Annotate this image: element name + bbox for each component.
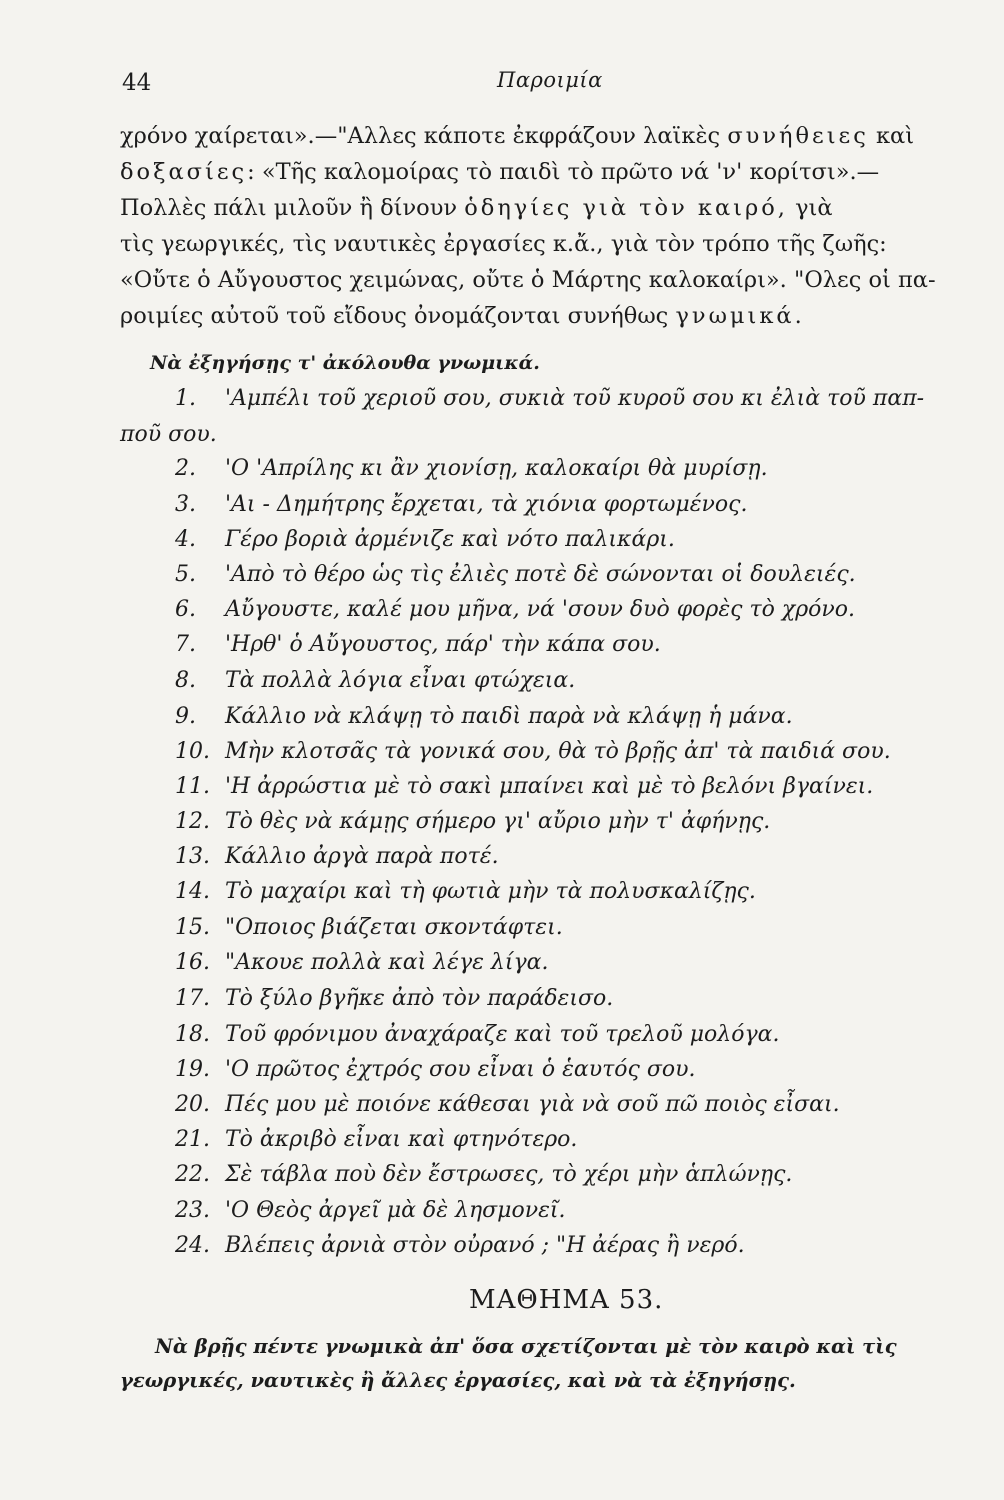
proverb-item xyxy=(120,1233,745,1258)
proverb-number: 23. xyxy=(175,1198,210,1223)
proverb-item xyxy=(120,915,563,940)
proverb-text: Τὸ θὲς νὰ κάμῃς σήμερο γι' αὔριο μὴν τ' ἀφήνῃς. xyxy=(225,809,771,834)
proverb-item xyxy=(120,632,661,657)
intro-line-5: «Οὔτε ὁ Αὔγουστος χειμώνας, οὔτε ὁ Μάρτης καλοκαίρι». "Ολες οἱ πα- xyxy=(120,267,936,293)
proverb-text: Σὲ τάβλα ποὺ δὲν ἔστρωσες, τὸ χέρι μὴν ἁπλώνῃς. xyxy=(225,1162,793,1187)
proverb-text: 'Ηρθ' ὁ Αὔγουστος, πάρ' τὴν κάπα σου. xyxy=(225,632,661,657)
intro-line-4: τὶς γεωργικές, τὶς ναυτικὲς ἐργασίες κ.ἄ., γιὰ τὸν τρόπο τῆς ζωῆς: xyxy=(120,231,887,257)
proverb-number: 4. xyxy=(175,527,196,552)
proverb-number: 5. xyxy=(175,562,196,587)
proverb-item xyxy=(120,1127,577,1152)
intro-text: χρόνο χαίρεται».—"Αλλες κάποτε ἐκφράζουν λαϊκὲς xyxy=(120,123,728,149)
proverb-number: 1. xyxy=(175,386,196,411)
proverb-text: Τὸ μαχαίρι καὶ τὴ φωτιὰ μὴν τὰ πολυσκαλίζῃς. xyxy=(225,879,756,904)
proverb-text: 'Ο πρῶτος ἐχτρός σου εἶναι ὁ ἑαυτός σου. xyxy=(225,1057,696,1082)
proverb-number: 22. xyxy=(175,1162,210,1187)
proverb-text: 'Αι - Δημήτρης ἔρχεται, τὰ χιόνια φορτωμένος. xyxy=(225,492,748,517)
proverb-number: 14. xyxy=(175,879,210,904)
proverb-text: 'Απὸ τὸ θέρο ὡς τὶς ἐλιὲς ποτὲ δὲ σώνονται οἱ δουλειές. xyxy=(225,562,856,587)
proverb-item xyxy=(120,774,873,799)
proverb-text: 'Ο Θεὸς ἀργεῖ μὰ δὲ λησμονεῖ. xyxy=(225,1198,566,1223)
proverb-text: Γέρο βοριὰ ἀρμένιζε καὶ νότο παλικάρι. xyxy=(225,527,675,552)
proverb-item xyxy=(120,809,770,834)
proverb-text: "Ακουε πολλὰ καὶ λέγε λίγα. xyxy=(225,950,549,975)
proverb-item xyxy=(120,1092,840,1117)
proverb-number: 6. xyxy=(175,597,196,622)
proverb-number: 7. xyxy=(175,632,196,657)
spaced-term: ὁδηγίες γιὰ τὸν καιρό, xyxy=(464,195,788,221)
proverb-text: Μὴν κλοτσᾶς τὰ γονικά σου, θὰ τὸ βρῇς ἀπ' τὰ παιδιά σου. xyxy=(225,739,891,764)
proverb-number: 17. xyxy=(175,986,210,1011)
proverb-text: Τὸ ἀκριβὸ εἶναι καὶ φτηνότερο. xyxy=(225,1127,578,1152)
proverb-number: 11. xyxy=(175,774,210,799)
lesson-line-1: Νὰ βρῇς πέντε γνωμικὰ ἀπ' ὅσα σχετίζονται μὲ τὸν καιρὸ καὶ τὶς xyxy=(155,1335,897,1358)
proverb-number: 18. xyxy=(175,1022,210,1047)
proverb-text: Πές μου μὲ ποιόνε κάθεσαι γιὰ νὰ σοῦ πῶ ποιὸς εἶσαι. xyxy=(225,1092,840,1117)
proverb-number: 24. xyxy=(175,1233,210,1258)
intro-text: Πολλὲς πάλι μιλοῦν ἢ δίνουν xyxy=(120,195,465,221)
lesson-instruction xyxy=(120,1330,970,1398)
proverb-item xyxy=(120,527,675,552)
proverb-item xyxy=(120,704,793,729)
intro-text: . xyxy=(794,303,802,329)
proverb-item xyxy=(120,1162,792,1187)
lesson-line-2: γεωργικές, ναυτικὲς ἢ ἄλλες ἐργασίες, καὶ νὰ τὰ ἐξηγήσῃς. xyxy=(120,1369,796,1392)
intro-text: : «Τῆς καλομοίρας τὸ παιδὶ τὸ πρῶτο νά 'ν' κορίτσι».— xyxy=(247,159,880,185)
proverb-item xyxy=(120,1057,696,1082)
proverb-number: 15. xyxy=(175,915,210,940)
proverb-item xyxy=(120,386,925,447)
proverb-number: 9. xyxy=(175,704,196,729)
proverb-item xyxy=(120,950,548,975)
proverb-number: 8. xyxy=(175,668,196,693)
proverb-continuation: ποῦ σου. xyxy=(120,422,217,447)
intro-line-3 xyxy=(120,190,960,226)
proverb-text: Αὔγουστε, καλέ μου μῆνα, νά 'σουν δυὸ φορὲς τὸ χρόνο. xyxy=(225,597,856,622)
proverb-text: Κάλλιο νὰ κλάψῃ τὸ παιδὶ παρὰ νὰ κλάψῃ ἡ μάνα. xyxy=(225,704,793,729)
spaced-term: συνήθειες xyxy=(727,123,869,149)
proverb-text: Κάλλιο ἀργὰ παρὰ ποτέ. xyxy=(225,844,499,869)
intro-text: καὶ xyxy=(868,123,915,149)
proverb-number: 19. xyxy=(175,1057,210,1082)
proverb-text: Βλέπεις ἀρνιὰ στὸν οὐρανό ; "Η ἀέρας ἢ νερό. xyxy=(225,1233,745,1258)
exercise-instruction: Νὰ ἐξηγήσῃς τ' ἀκόλουθα γνωμικά. xyxy=(150,352,540,374)
proverb-number: 16. xyxy=(175,950,210,975)
proverb-text: 'Ο 'Απρίλης κι ἂν χιονίσῃ, καλοκαίρι θὰ μυρίσῃ. xyxy=(225,456,768,481)
proverb-text: Τὸ ξύλο βγῆκε ἀπὸ τὸν παράδεισο. xyxy=(225,986,614,1011)
proverb-text: "Οποιος βιάζεται σκοντάφτει. xyxy=(225,915,563,940)
proverb-text: 'Η ἀρρώστια μὲ τὸ σακὶ μπαίνει καὶ μὲ τὸ βελόνι βγαίνει. xyxy=(225,774,874,799)
proverb-item xyxy=(120,739,891,764)
lesson-title: ΜΑΘΗΜΑ 53. xyxy=(469,1285,664,1315)
proverb-number: 13. xyxy=(175,844,210,869)
proverb-item xyxy=(120,986,613,1011)
intro-paragraph xyxy=(120,118,960,334)
proverb-number: 3. xyxy=(175,492,196,517)
spaced-term: γνωμικά xyxy=(675,303,795,329)
proverb-number: 2. xyxy=(175,456,196,481)
proverb-item xyxy=(120,844,499,869)
running-title: Παροιμία xyxy=(497,68,603,92)
proverb-number: 20. xyxy=(175,1092,210,1117)
spaced-term: δοξασίες xyxy=(120,159,248,185)
proverb-item xyxy=(120,562,856,587)
proverb-text: 'Αμπέλι τοῦ χεριοῦ σου, συκιὰ τοῦ κυροῦ σου κι ἐλιὰ τοῦ παπ- xyxy=(225,386,925,411)
intro-text: γιὰ xyxy=(787,195,833,221)
proverb-number: 12. xyxy=(175,809,210,834)
proverb-item xyxy=(120,879,756,904)
proverb-item xyxy=(120,492,747,517)
proverb-text: Τοῦ φρόνιμου ἀναχάραζε καὶ τοῦ τρελοῦ μολόγα. xyxy=(225,1022,780,1047)
proverb-number: 21. xyxy=(175,1127,210,1152)
page-number: 44 xyxy=(122,70,152,96)
proverb-text: Τὰ πολλὰ λόγια εἶναι φτώχεια. xyxy=(225,668,576,693)
proverb-item xyxy=(120,597,855,622)
proverb-item xyxy=(120,1198,566,1223)
intro-text: ροιμίες αὐτοῦ τοῦ εἴδους ὀνομάζονται συνήθως xyxy=(120,303,676,329)
intro-line-6 xyxy=(120,298,960,334)
proverb-item xyxy=(120,668,575,693)
proverb-number: 10. xyxy=(175,739,210,764)
proverb-item xyxy=(120,1022,779,1047)
intro-line-1 xyxy=(120,118,960,154)
proverb-item xyxy=(120,456,768,481)
intro-line-2 xyxy=(120,154,960,190)
